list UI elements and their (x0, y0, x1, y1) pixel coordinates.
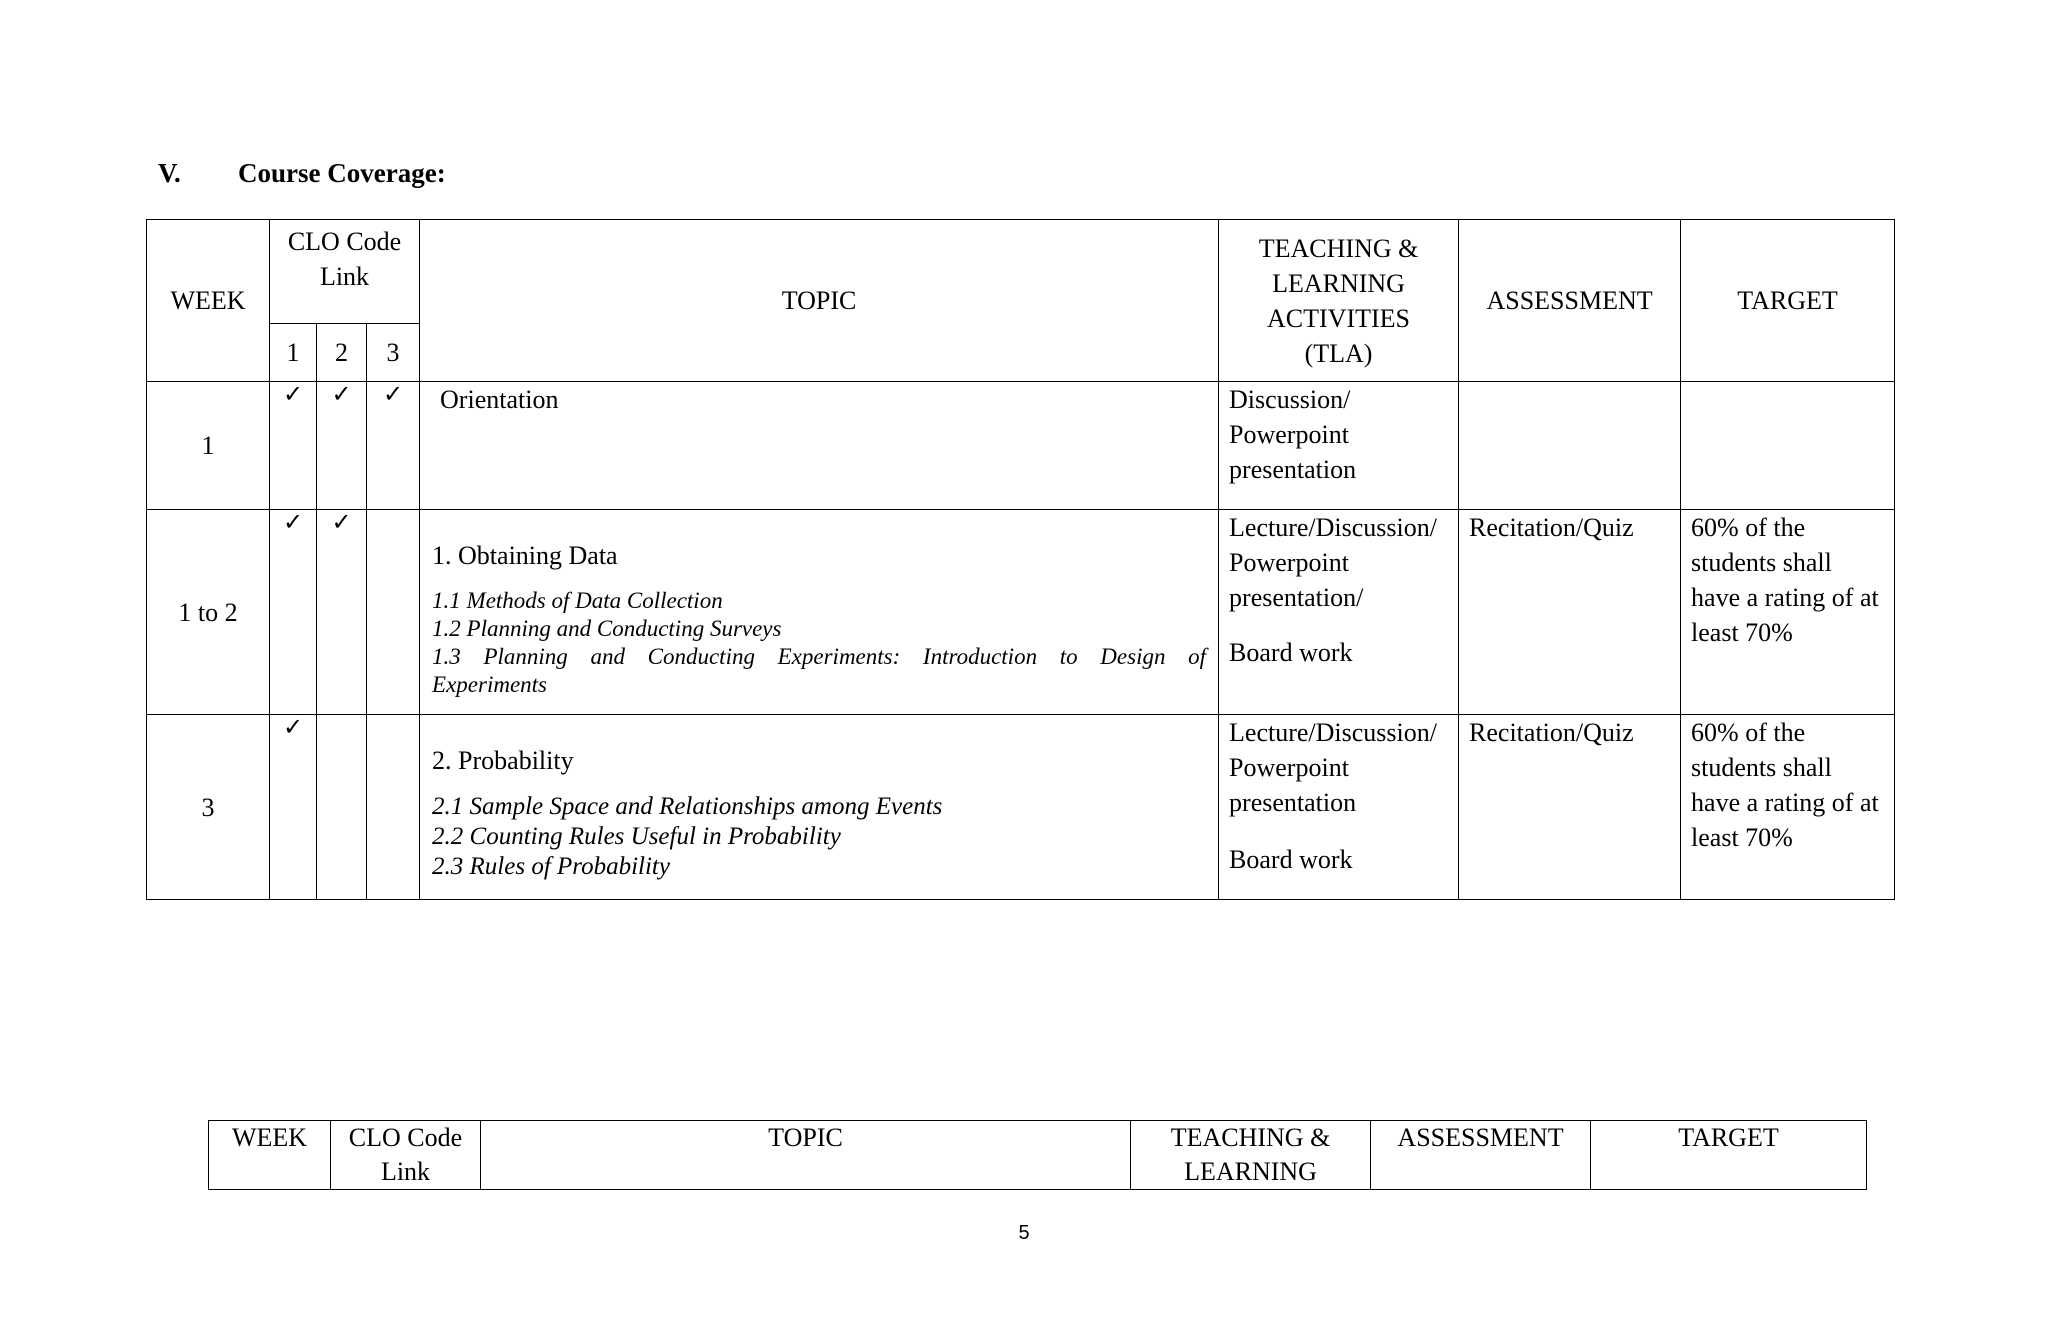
subtopic: 2.1 Sample Space and Relationships among Events (432, 793, 943, 820)
clo-check-1: ✓ (270, 510, 317, 715)
tla-cell (1219, 510, 1459, 715)
week-cell: 1 to 2 (147, 510, 270, 715)
tla-cell (1219, 715, 1459, 900)
tla-cell (1219, 382, 1459, 510)
assessment-cell: Recitation/Quiz (1459, 510, 1681, 715)
week-cell: 3 (147, 715, 270, 900)
target-cell: 60% of the students shall have a rating of at least 70% (1681, 715, 1895, 900)
section-title: Course Coverage: (238, 158, 446, 188)
assessment-cell: Recitation/Quiz (1459, 715, 1681, 900)
subtopic: 1.1 Methods of Data Collection (432, 588, 723, 613)
header-topic: TOPIC (420, 220, 1219, 382)
repeat-header-target: TARGET (1591, 1121, 1867, 1190)
clo-check-3 (367, 510, 420, 715)
clo-check-2: ✓ (317, 382, 367, 510)
tla-line: Lecture/Discussion/ (1229, 513, 1437, 542)
repeat-header-week: WEEK (209, 1121, 331, 1190)
tla-extra: Board work (1229, 845, 1353, 874)
header-assessment: ASSESSMENT (1459, 220, 1681, 382)
clo-check-2 (317, 715, 367, 900)
header-clo-2: 2 (317, 324, 367, 382)
subtopic: Experiments (432, 672, 547, 697)
topic-title: 1. Obtaining Data (432, 541, 618, 570)
topic-cell (420, 382, 1219, 510)
section-number: V. (158, 158, 181, 188)
subtopic: 1.3 Planning and Conducting Experiments: Introduction to Design of (432, 644, 1207, 669)
subtopic: 2.3 Rules of Probability (432, 853, 670, 880)
clo-check-1: ✓ (270, 715, 317, 900)
tla-line: Powerpoint (1229, 420, 1349, 449)
topic-title: 2. Probability (432, 746, 574, 775)
assessment-cell (1459, 382, 1681, 510)
repeat-header-tla: TEACHING & LEARNING (1131, 1121, 1371, 1190)
repeat-header-topic: TOPIC (481, 1121, 1131, 1190)
header-tla: TEACHING & LEARNING ACTIVITIES (TLA) (1219, 220, 1459, 382)
tla-line: presentation/ (1229, 583, 1364, 612)
tla-extra: Board work (1229, 638, 1353, 667)
tla-line: Powerpoint (1229, 548, 1349, 577)
tla-line: Lecture/Discussion/ (1229, 718, 1437, 747)
clo-check-3 (367, 715, 420, 900)
tla-line: Powerpoint (1229, 753, 1349, 782)
subtopic: 1.2 Planning and Conducting Surveys (432, 616, 782, 641)
target-cell: 60% of the students shall have a rating of at least 70% (1681, 510, 1895, 715)
header-clo-1: 1 (270, 324, 317, 382)
target-cell (1681, 382, 1895, 510)
week-cell: 1 (147, 382, 270, 510)
section-heading (158, 158, 446, 189)
clo-check-1: ✓ (270, 382, 317, 510)
table-row (147, 715, 1895, 900)
tla-line: presentation (1229, 788, 1357, 817)
clo-check-2: ✓ (317, 510, 367, 715)
topic-title: Orientation (440, 385, 559, 414)
topic-cell (420, 510, 1219, 715)
course-coverage-table (146, 219, 1895, 900)
repeat-header-clo-link: CLO Code Link (331, 1121, 481, 1190)
subtopic: 2.2 Counting Rules Useful in Probability (432, 823, 841, 850)
topic-cell (420, 715, 1219, 900)
clo-check-3: ✓ (367, 382, 420, 510)
repeat-header-assessment: ASSESSMENT (1371, 1121, 1591, 1190)
header-clo-link: CLO Code Link (270, 220, 420, 324)
continued-table-header (208, 1120, 1867, 1190)
tla-line: presentation (1229, 455, 1357, 484)
table-row (147, 510, 1895, 715)
page-number: 5 (1018, 1222, 1030, 1244)
table-row (147, 382, 1895, 510)
header-target: TARGET (1681, 220, 1895, 382)
header-clo-3: 3 (367, 324, 420, 382)
tla-line: Discussion/ (1229, 385, 1351, 414)
header-week: WEEK (147, 220, 270, 382)
